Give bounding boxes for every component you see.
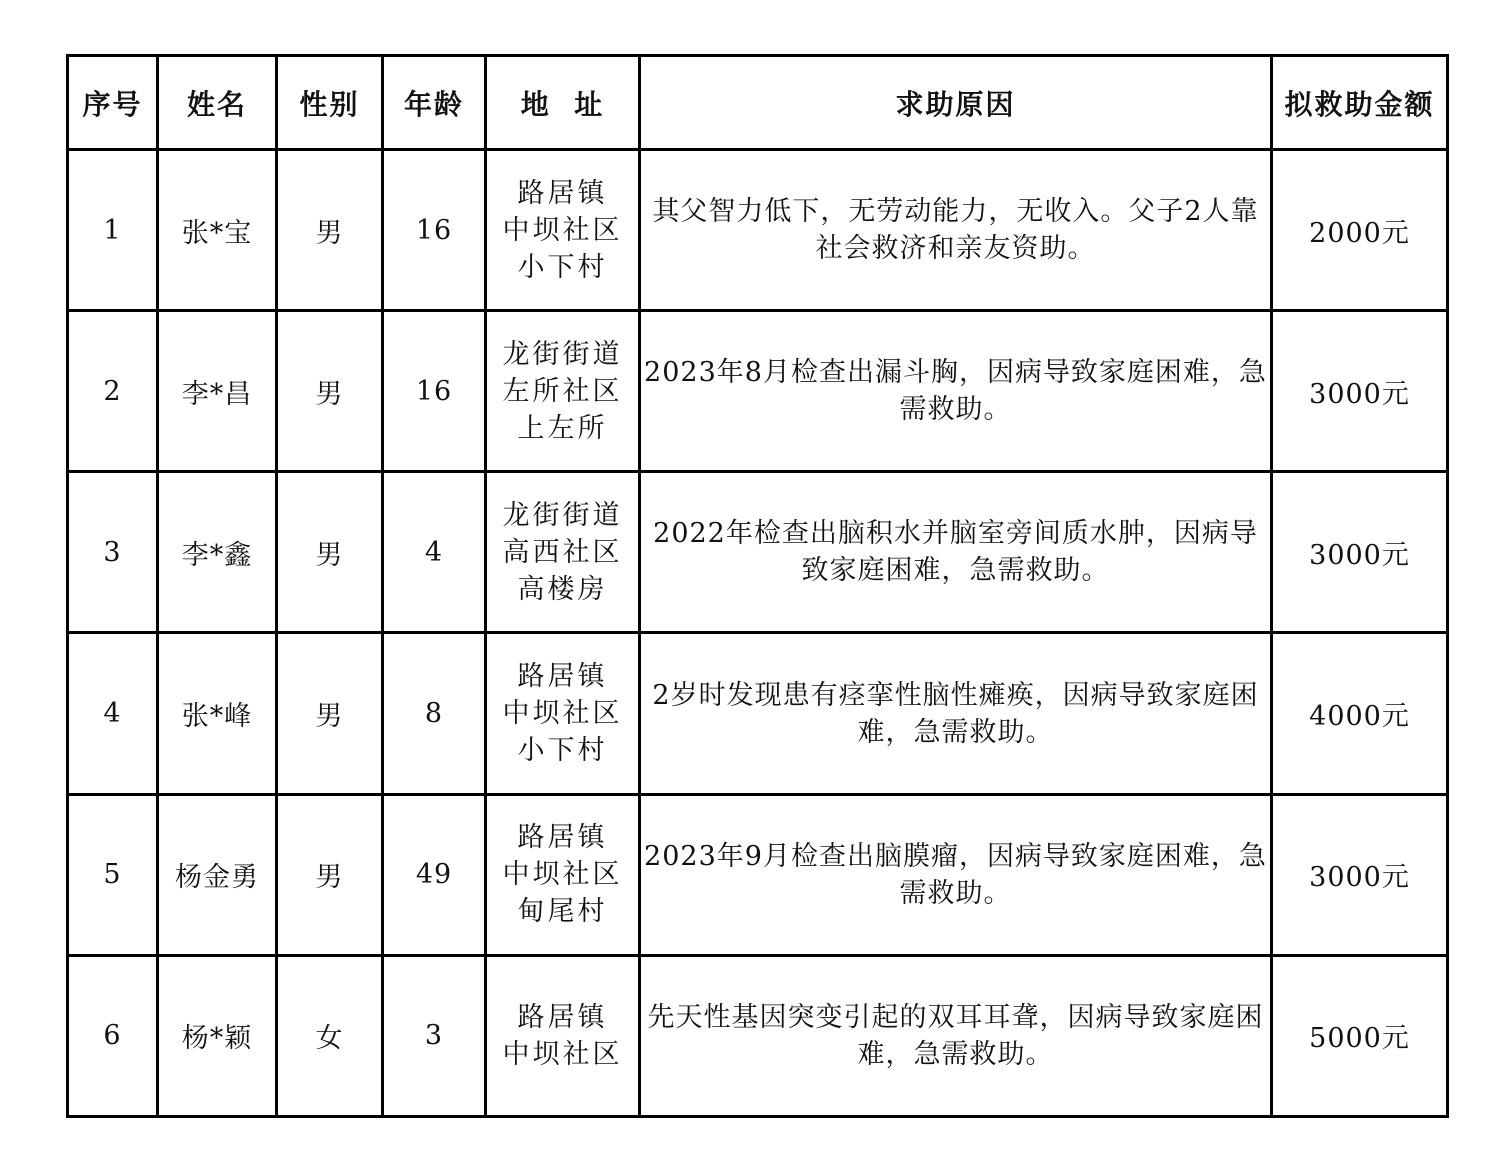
row-name: 李*昌 [158,311,277,472]
row-index: 2 [68,311,158,472]
table-row [68,794,1448,955]
row-address [486,633,640,794]
row-name: 张*宝 [158,150,277,311]
row-amount: 4000元 [1272,633,1448,794]
header-amount: 拟救助金额 [1272,56,1448,150]
address-line: 路居镇 [517,177,608,209]
row-name: 张*峰 [158,633,277,794]
aid-recipients-table [66,54,1449,1118]
row-index: 4 [68,633,158,794]
row-amount: 3000元 [1272,794,1448,955]
row-address [486,955,640,1116]
row-reason: 其父智力低下，无劳动能力，无收入。父子2人靠社会救济和亲友资助。 [640,150,1272,311]
row-index: 5 [68,794,158,955]
address-line: 小下村 [517,251,608,283]
row-index: 3 [68,472,158,633]
table-row [68,955,1448,1116]
address-line: 路居镇 [517,1001,608,1033]
header-row [68,56,1448,150]
row-gender: 男 [277,633,383,794]
table-row [68,633,1448,794]
row-gender: 男 [277,311,383,472]
header-gender: 性别 [277,56,383,150]
address-line: 中坝社区 [502,698,623,730]
address-line: 高楼房 [517,573,608,605]
row-reason: 先天性基因突变引起的双耳耳聋，因病导致家庭困难，急需救助。 [640,955,1272,1116]
address-line: 中坝社区 [502,1038,623,1070]
row-gender: 男 [277,472,383,633]
header-age: 年龄 [383,56,486,150]
row-age: 8 [383,633,486,794]
row-amount: 3000元 [1272,311,1448,472]
row-address [486,472,640,633]
header-name: 姓名 [158,56,277,150]
row-age: 49 [383,794,486,955]
address-line: 龙街街道 [502,338,623,370]
row-gender: 女 [277,955,383,1116]
aid-list-sheet [66,54,1446,1118]
address-line: 中坝社区 [502,214,623,246]
row-gender: 男 [277,794,383,955]
row-reason: 2022年检查出脑积水并脑室旁间质水肿，因病导致家庭困难，急需救助。 [640,472,1272,633]
address-line: 路居镇 [517,661,608,693]
address-line: 龙街街道 [502,499,623,531]
table-row [68,311,1448,472]
row-address [486,150,640,311]
address-line: 路居镇 [517,822,608,854]
row-index: 6 [68,955,158,1116]
row-age: 4 [383,472,486,633]
address-line: 上左所 [517,412,608,444]
address-line: 左所社区 [502,375,623,407]
row-name: 李*鑫 [158,472,277,633]
row-gender: 男 [277,150,383,311]
address-line: 中坝社区 [502,859,623,891]
row-age: 3 [383,955,486,1116]
row-reason: 2岁时发现患有痉挛性脑性瘫痪，因病导致家庭困难，急需救助。 [640,633,1272,794]
row-age: 16 [383,150,486,311]
address-line: 甸尾村 [517,896,608,928]
row-amount: 3000元 [1272,472,1448,633]
table-row [68,150,1448,311]
row-index: 1 [68,150,158,311]
row-name: 杨*颖 [158,955,277,1116]
row-reason: 2023年8月检查出漏斗胸，因病导致家庭困难，急需救助。 [640,311,1272,472]
header-index: 序号 [68,56,158,150]
table-row [68,472,1448,633]
row-reason: 2023年9月检查出脑膜瘤，因病导致家庭困难，急需救助。 [640,794,1272,955]
row-address [486,794,640,955]
row-age: 16 [383,311,486,472]
address-line: 高西社区 [502,536,623,568]
row-amount: 5000元 [1272,955,1448,1116]
row-amount: 2000元 [1272,150,1448,311]
row-address [486,311,640,472]
row-name: 杨金勇 [158,794,277,955]
address-line: 小下村 [517,735,608,767]
header-address: 地 址 [486,56,640,150]
header-reason: 求助原因 [640,56,1272,150]
